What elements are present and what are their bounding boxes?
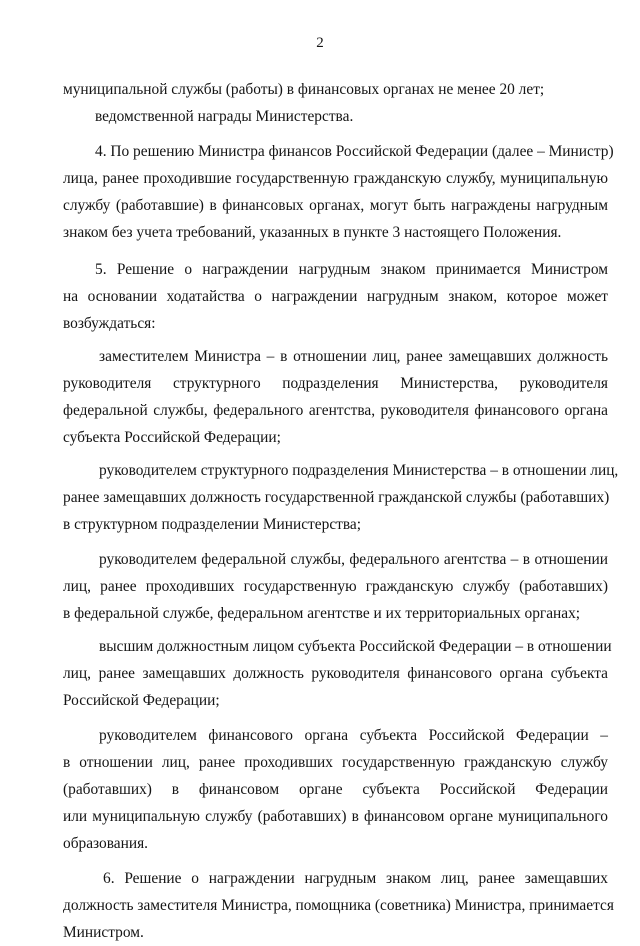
page-number: 2 — [316, 35, 324, 51]
text-line: руководителем финансового органа субъекта Российской Федерации – — [99, 727, 608, 744]
text-line: муниципальной службы (работы) в финансовых органах не менее 20 лет; — [63, 81, 545, 98]
text-line: Министром. — [63, 924, 144, 941]
text-line: руководителя структурного подразделения Министерства, руководителя — [63, 375, 608, 392]
text-line: в федеральной службе, федеральном агентстве и их территориальных органах; — [63, 605, 581, 622]
text-line: Российской Федерации; — [63, 692, 220, 709]
text-line: руководителем структурного подразделения Министерства – в отношении лиц, — [99, 462, 619, 479]
text-line: (работавших) в финансовом органе субъекта Российской Федерации — [63, 781, 608, 798]
text-line: или муниципальную службу (работавших) в финансовом органе муниципального — [63, 808, 608, 825]
text-line: образования. — [63, 835, 149, 852]
text-line: руководителем федеральной службы, федерального агентства – в отношении — [99, 551, 608, 568]
text-line: заместителем Министра – в отношении лиц, ранее замещавших должность — [99, 348, 608, 365]
text-line: службу (работавшие) в финансовых органах, могут быть награждены нагрудным — [63, 197, 608, 214]
document-body — [63, 76, 619, 946]
text-line: в структурном подразделении Министерства; — [63, 516, 362, 533]
text-line: ранее замещавших должность государственной гражданской службы (работавших) — [63, 489, 610, 506]
text-line: лиц, ранее замещавших должность руководителя финансового органа субъекта — [63, 665, 608, 682]
text-line: субъекта Российской Федерации; — [63, 429, 281, 446]
text-line: лиц, ранее проходивших государственную гражданскую службу (работавших) — [63, 578, 608, 595]
text-line: 4. По решению Министра финансов Российской Федерации (далее – Министр) — [95, 143, 614, 160]
text-line: 6. Решение о награждении нагрудным знаком лиц, ранее замещавших — [103, 870, 608, 887]
text-line: 5. Решение о награждении нагрудным знаком принимается Министром — [95, 261, 608, 278]
text-line: на основании ходатайства о награждении нагрудным знаком, которое может — [63, 288, 608, 305]
text-line: федеральной службы, федерального агентства, руководителя финансового органа — [63, 402, 608, 419]
text-line: ведомственной награды Министерства. — [95, 108, 354, 125]
text-line: должность заместителя Министра, помощника (советника) Министра, принимается — [63, 897, 614, 914]
text-line: высшим должностным лицом субъекта Российской Федерации – в отношении — [99, 638, 612, 655]
text-line: в отношении лиц, ранее проходивших государственную гражданскую службу — [63, 754, 608, 771]
text-line: знаком без учета требований, указанных в пункте 3 настоящего Положения. — [63, 224, 562, 241]
text-line: лица, ранее проходившие государственную гражданскую службу, муниципальную — [63, 170, 608, 187]
text-line: возбуждаться: — [63, 315, 156, 332]
